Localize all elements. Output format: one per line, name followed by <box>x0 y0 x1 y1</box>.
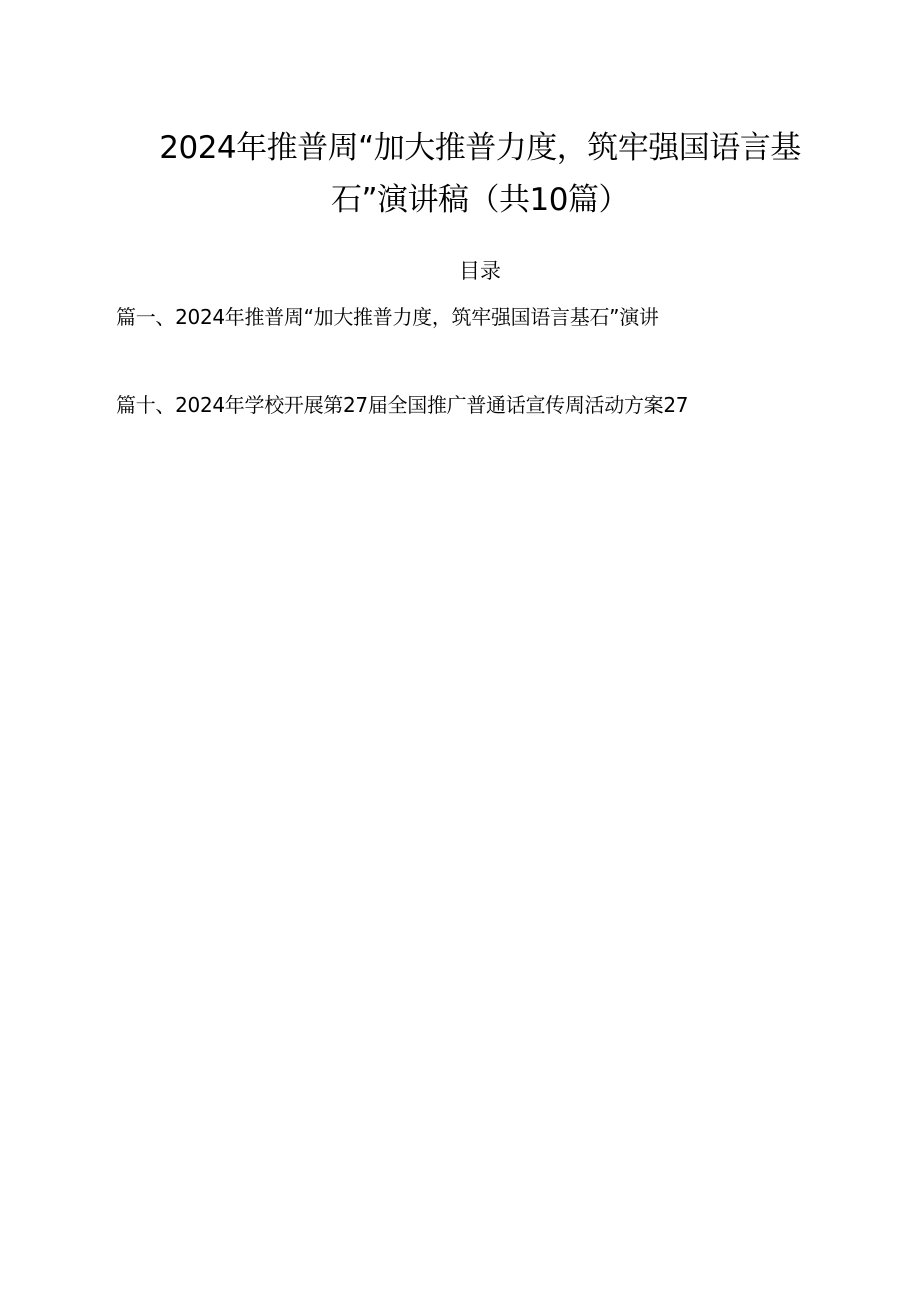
document-title-line-2: 石”演讲稿（共10篇） <box>330 182 629 218</box>
toc-entry-1[interactable]: 篇一、2024年推普周“加大推普力度，筑牢强国语言基石”演讲 <box>116 305 659 329</box>
document-title <box>110 122 850 226</box>
toc-entry-10[interactable]: 篇十、2024年学校开展第27届全国推广普通话宣传周活动方案27 <box>116 393 689 417</box>
toc-heading: 目录 <box>459 259 501 283</box>
document-title-line-1: 2024年推普周“加大推普力度，筑牢强国语言基 <box>159 130 801 166</box>
